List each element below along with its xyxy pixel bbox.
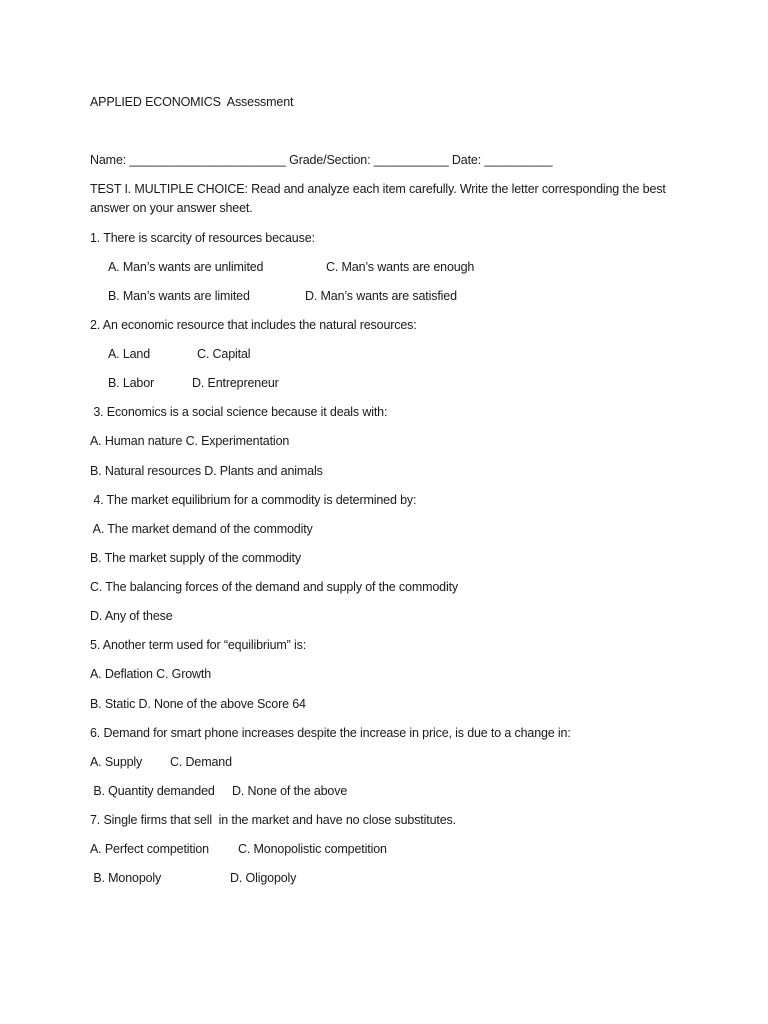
question-7-stem: 7. Single firms that sell in the market and have no close substitutes.	[90, 813, 456, 827]
question-1-option-d: D. Man’s wants are satisfied	[305, 289, 457, 303]
document-title: APPLIED ECONOMICS Assessment	[90, 95, 294, 109]
question-1-option-a: A. Man’s wants are unlimited	[108, 260, 264, 274]
question-6-option-b: B. Quantity demanded	[90, 784, 215, 798]
question-4-option-a: A. The market demand of the commodity	[90, 522, 313, 536]
question-6-option-a: A. Supply	[90, 755, 143, 769]
question-2-option-a: A. Land	[108, 347, 151, 361]
question-1-option-b: B. Man’s wants are limited	[108, 289, 250, 303]
name-grade-date-line: Name: _______________________ Grade/Section: ___________ Date: __________	[90, 153, 553, 167]
question-7-option-b: B. Monopoly	[90, 871, 162, 885]
instructions-line-2: answer on your answer sheet.	[90, 201, 253, 215]
question-2-option-b: B. Labor	[108, 376, 155, 390]
question-2-option-d: D. Entrepreneur	[192, 376, 279, 390]
question-6-option-d: D. None of the above	[232, 784, 348, 798]
question-3-stem: 3. Economics is a social science because it deals with:	[90, 405, 388, 419]
question-4-option-c: C. The balancing forces of the demand and supply of the commodity	[90, 580, 459, 594]
question-1-stem: 1. There is scarcity of resources because:	[90, 231, 315, 245]
question-5-stem: 5. Another term used for “equilibrium” is:	[90, 638, 307, 652]
instructions-line-1: TEST I. MULTIPLE CHOICE: Read and analyze each item carefully. Write the letter corresponding the best	[90, 182, 666, 196]
question-1-option-c: C. Man’s wants are enough	[326, 260, 475, 274]
question-4-option-b: B. The market supply of the commodity	[90, 551, 301, 565]
question-2-option-c: C. Capital	[197, 347, 251, 361]
question-3-options-row-1: A. Human nature C. Experimentation	[90, 434, 290, 448]
question-7-option-a: A. Perfect competition	[90, 842, 209, 856]
question-3-options-row-2: B. Natural resources D. Plants and animals	[90, 464, 323, 478]
question-4-option-d: D. Any of these	[90, 609, 173, 623]
question-7-option-c: C. Monopolistic competition	[238, 842, 387, 856]
question-5-options-row-1: A. Deflation C. Growth	[90, 667, 212, 681]
question-4-stem: 4. The market equilibrium for a commodity is determined by:	[90, 493, 417, 507]
question-5-options-row-2: B. Static D. None of the above Score 64	[90, 697, 306, 711]
question-2-stem: 2. An economic resource that includes the natural resources:	[90, 318, 417, 332]
question-6-stem: 6. Demand for smart phone increases despite the increase in price, is due to a change in:	[90, 726, 571, 740]
question-6-option-c: C. Demand	[170, 755, 232, 769]
question-7-option-d: D. Oligopoly	[230, 871, 297, 885]
